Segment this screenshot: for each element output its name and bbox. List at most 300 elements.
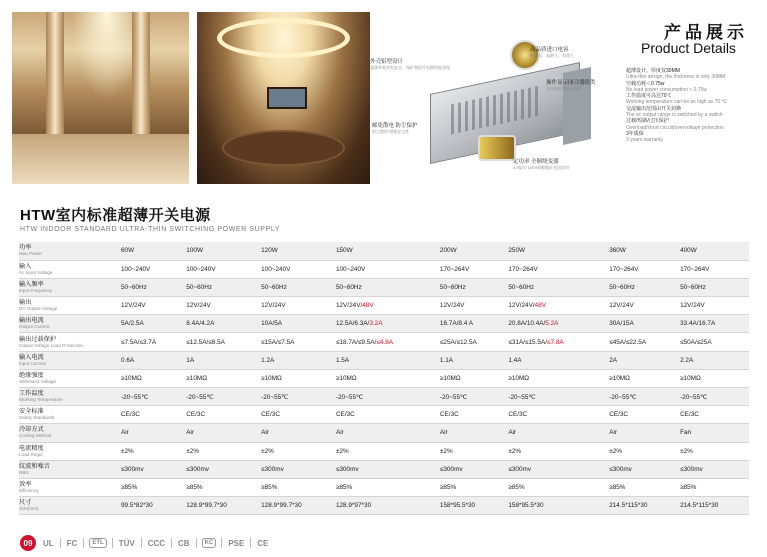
spec-cell [678, 260, 749, 278]
spec-value: ±2% [186, 447, 200, 455]
row-label-cn: 绝缘强度 [19, 371, 44, 379]
row-label-cn: 冷却方式 [19, 426, 44, 434]
spec-cell [259, 333, 334, 351]
spec-value: Air [439, 429, 448, 437]
spec-cell [184, 333, 259, 351]
spec-cell [184, 442, 259, 460]
spec-value: ≤12.5A/≤6.5A [186, 338, 225, 346]
spec-value: ±2% [609, 447, 622, 455]
spec-cell [607, 260, 678, 278]
spec-cell [259, 388, 334, 406]
spec-value: ≤31A/≤15.5A/ [508, 338, 547, 346]
spec-cell [334, 242, 438, 260]
table-row [19, 424, 749, 442]
spec-value: ≥10MΩ [609, 374, 630, 382]
spec-value: ≤15A/≤7.5A [261, 338, 295, 346]
spec-cell [678, 297, 749, 315]
spec-value: -20~55℃ [439, 393, 468, 401]
spec-value: 12V/24V [261, 302, 286, 310]
spec-value: CE/3C [261, 411, 280, 419]
row-label-en: Output Current [19, 324, 50, 330]
feature-cn: 3年质保 [626, 130, 644, 137]
spec-cell [184, 297, 259, 315]
spec-cell [259, 369, 334, 387]
spec-cell [334, 278, 438, 296]
spec-value: 30A/15A [609, 320, 634, 328]
spec-cell [607, 242, 678, 260]
spec-value: ≥10MΩ [335, 374, 357, 382]
spec-value: ≤300mv [439, 465, 463, 473]
callout: 邮免散电 防尘保护 防尘散热 增强安全性 [372, 123, 418, 134]
spec-value: 200W [439, 247, 457, 255]
spec-cell [678, 460, 749, 478]
spec-value: 50~60Hz [121, 283, 147, 291]
spec-value: ≥10MΩ [261, 374, 282, 382]
spec-cell [334, 388, 438, 406]
table-row [19, 369, 749, 387]
row-label-en: Max.Power [19, 251, 42, 257]
spec-value: 12V/24V/ [335, 302, 363, 310]
spec-cell [506, 351, 607, 369]
feature-en: Working temperature can be as high as 70 ℃ [626, 99, 728, 106]
spec-cell [438, 369, 506, 387]
spec-value: ±2% [508, 447, 522, 455]
spec-cell [119, 369, 184, 387]
spec-value: CE/3C [335, 411, 355, 419]
feature-en: Overload/short circuit/overvoltage protection [626, 124, 724, 131]
spec-value: ≥85% [335, 484, 353, 492]
spec-value: 5A/2.5A [121, 320, 144, 328]
spec-value: ≤300mv [609, 465, 632, 473]
spec-cell [506, 388, 607, 406]
spec-cell [184, 406, 259, 424]
table-row [19, 260, 749, 278]
spec-cell [607, 497, 678, 515]
spec-cell [607, 406, 678, 424]
spec-cell [184, 478, 259, 496]
spec-value: -20~55℃ [680, 393, 708, 401]
spec-value: ≤300mv [508, 465, 532, 473]
row-label-cn: 功率 [19, 244, 32, 252]
spec-value: 50~60Hz [680, 283, 706, 291]
row-label [19, 260, 119, 278]
spec-value: 12.5A/6.3A/ [335, 320, 370, 328]
table-row [19, 351, 749, 369]
spec-cell [119, 460, 184, 478]
hotel-lobby-photo [12, 12, 189, 184]
spec-value: 10A/5A [261, 320, 283, 328]
spec-cell [184, 369, 259, 387]
terminal-block [563, 67, 591, 145]
spec-value: ≥85% [186, 484, 203, 492]
spec-cell [678, 242, 749, 260]
spec-cell [184, 278, 259, 296]
spec-cell [678, 333, 749, 351]
spec-value: 12V/24V [186, 302, 211, 310]
product-title-cn: HTW室内标准超薄开关电源 [20, 207, 211, 224]
spec-cell [678, 497, 749, 515]
row-label-en: Cooling Method [19, 433, 52, 439]
spec-value: ±2% [439, 447, 453, 455]
row-label [19, 369, 119, 387]
spec-value-highlight: 5.2A [545, 320, 559, 328]
divider [112, 538, 113, 548]
divider [221, 538, 222, 548]
table-row [19, 497, 749, 515]
spec-cell [438, 478, 506, 496]
spec-cell [259, 442, 334, 460]
row-label-cn: 纹波和噪音 [19, 462, 50, 470]
table-row [19, 442, 749, 460]
spec-value: 100~240V [121, 265, 151, 273]
vent-grille [451, 85, 541, 134]
row-label-en: Size(mm) [19, 506, 39, 512]
spec-cell [184, 460, 259, 478]
row-label-en: Efficiency [19, 488, 39, 494]
row-label-en: Input Current [19, 360, 46, 366]
divider [196, 538, 197, 548]
cert-logo: PSE [228, 538, 245, 548]
spec-value: 2.2A [680, 356, 694, 364]
spec-cell [259, 406, 334, 424]
row-label [19, 388, 119, 406]
spec-value: 150W [335, 247, 353, 255]
spec-value: 170~264V [609, 265, 639, 273]
row-label-en: Input Frequency [19, 287, 53, 293]
spec-value: 100W [186, 247, 203, 255]
spec-cell [506, 406, 607, 424]
spec-cell [506, 478, 607, 496]
cert-logo: FC [66, 538, 78, 548]
row-label [19, 442, 119, 460]
spec-value: 12V/24V [121, 302, 146, 310]
row-label-cn: 电流精度 [19, 444, 44, 452]
product-title-en: HTW INDOOR STANDARD ULTRA-THIN SWITCHING POWER SUPPLY [20, 226, 281, 233]
row-label-en: Working Temperature [19, 397, 63, 403]
spec-value: -20~55℃ [508, 393, 536, 401]
spec-cell [334, 315, 438, 333]
spec-value: 100~240V [186, 265, 216, 273]
spec-cell [119, 260, 184, 278]
spec-cell [259, 424, 334, 442]
spec-value: 360W [609, 247, 626, 255]
table-row [19, 460, 749, 478]
spec-cell [678, 278, 749, 296]
spec-cell [334, 442, 438, 460]
spec-cell [119, 424, 184, 442]
spec-value-highlight: 3.2A [369, 320, 383, 328]
spec-value: ±2% [261, 447, 274, 455]
cert-logo: KC [202, 538, 217, 548]
spec-cell [438, 497, 506, 515]
spec-value: Air [261, 429, 269, 437]
spec-cell [119, 478, 184, 496]
row-label [19, 478, 119, 496]
spec-value: 1.4A [508, 356, 522, 364]
spec-cell [119, 278, 184, 296]
spec-value: 170~264V [439, 265, 470, 273]
row-label-cn: 输出 [19, 299, 32, 307]
feature-en: The ac output range is switched by a switch [626, 112, 723, 119]
spec-value: ≥85% [609, 484, 626, 492]
spec-cell [334, 351, 438, 369]
row-label-cn: 输出电流 [19, 317, 44, 325]
spec-value-highlight: 48V [362, 302, 374, 310]
spec-value: 170~264V [508, 265, 538, 273]
spec-cell [438, 242, 506, 260]
conference-table [222, 130, 345, 166]
spec-cell [438, 278, 506, 296]
spec-cell [438, 260, 506, 278]
spec-cell [438, 297, 506, 315]
feature-en: 3 years warranty [626, 137, 663, 144]
spec-value: ≤300mv [261, 465, 284, 473]
row-label-cn: 尺寸 [19, 499, 32, 507]
spec-cell [119, 297, 184, 315]
table-row [19, 333, 749, 351]
callout: 外壳铝型设计 超薄外观省电安全，保护和提升电路性能表现 [370, 59, 450, 70]
spec-cell [259, 460, 334, 478]
spec-cell [438, 406, 506, 424]
spec-cell [607, 278, 678, 296]
spec-value: Air [609, 429, 617, 437]
spec-value: ≤25A/≤12.5A [439, 338, 477, 346]
divider [83, 538, 84, 548]
spec-value: 120W [261, 247, 278, 255]
spec-cell [334, 369, 438, 387]
spec-value: ≤300mv [335, 465, 359, 473]
spec-cell [334, 478, 438, 496]
spec-cell [259, 497, 334, 515]
row-label [19, 351, 119, 369]
spec-cell [506, 369, 607, 387]
spec-value: 33.4A/16.7A [680, 320, 716, 328]
spec-value: ≥85% [680, 484, 697, 492]
table-row [19, 478, 749, 496]
row-label-en: Safety Standards [19, 415, 55, 421]
feature-en: Ultra-thin design, the thickness is only 30MM [626, 74, 726, 81]
spec-cell [259, 242, 334, 260]
divider [60, 538, 61, 548]
section-heading-en: Product Details [641, 40, 736, 56]
cert-logo: CE [257, 538, 269, 548]
cert-logo: TÜV [118, 538, 135, 548]
spec-value: Air [508, 429, 517, 437]
spec-value: ≥85% [439, 484, 457, 492]
row-label-cn: 输入电流 [19, 353, 44, 361]
callout: 定功率 全铜绕变器 4.5倍功 100%调整输出电流良好 [513, 159, 570, 170]
spec-value: ≥10MΩ [186, 374, 207, 382]
spec-value: CE/3C [508, 411, 528, 419]
spec-value: 12V/24V/ [508, 302, 535, 310]
spec-value: 50~60Hz [335, 283, 362, 291]
spec-value: ±2% [680, 447, 693, 455]
spec-value: ≤300mv [121, 465, 144, 473]
spec-table [19, 242, 749, 515]
spec-value: 12V/24V [609, 302, 634, 310]
spec-value: ≥85% [261, 484, 278, 492]
spec-cell [438, 315, 506, 333]
spec-cell [607, 369, 678, 387]
table-row [19, 278, 749, 296]
spec-value: ≤50A/≤25A [680, 338, 712, 346]
spec-cell [184, 424, 259, 442]
spec-cell [438, 460, 506, 478]
spec-cell [259, 260, 334, 278]
spec-value: 0.6A [121, 356, 135, 364]
spec-cell [607, 315, 678, 333]
spec-value: ≤45A/≤22.5A [609, 338, 647, 346]
cert-logo: CB [178, 538, 190, 548]
spec-value: -20~55℃ [186, 393, 214, 401]
spec-cell [259, 278, 334, 296]
spec-cell [184, 242, 259, 260]
spec-value: CE/3C [121, 411, 140, 419]
spec-cell [119, 497, 184, 515]
spec-value: 50~60Hz [439, 283, 466, 291]
spec-value: ≥85% [508, 484, 525, 492]
row-label-cn: 安全标准 [19, 408, 44, 416]
spec-cell [184, 351, 259, 369]
feature-cn: 交流输出范围由开关切换 [626, 105, 682, 112]
row-label [19, 497, 119, 515]
spec-cell [678, 351, 749, 369]
spec-cell [334, 460, 438, 478]
spec-cell [438, 388, 506, 406]
spec-value: ≤300mv [680, 465, 703, 473]
spec-cell [259, 315, 334, 333]
spec-cell [438, 442, 506, 460]
spec-value: ≥85% [121, 484, 138, 492]
table-row [19, 388, 749, 406]
spec-value: 12V/24V [439, 302, 465, 310]
spec-value: -20~55℃ [335, 393, 364, 401]
spec-cell [678, 406, 749, 424]
spec-cell [506, 442, 607, 460]
wall-screen [267, 87, 307, 109]
row-label-cn: 工作温度 [19, 390, 44, 398]
spec-cell [506, 333, 607, 351]
spec-value: -20~55℃ [609, 393, 637, 401]
spec-cell [506, 460, 607, 478]
spec-cell [607, 478, 678, 496]
spec-value: 50~60Hz [186, 283, 213, 291]
spec-cell [506, 242, 607, 260]
row-label-cn: 输入频率 [19, 280, 44, 288]
table-row [19, 315, 749, 333]
spec-value: 128.9*97*30 [335, 502, 372, 510]
spec-value-highlight: ≤4.8A [376, 338, 394, 346]
spec-value: 250W [508, 247, 526, 255]
spec-cell [334, 497, 438, 515]
spec-value: 1.2A [261, 356, 275, 364]
spec-value-highlight: ≤7.8A [546, 338, 564, 346]
spec-cell [607, 442, 678, 460]
spec-cell [678, 315, 749, 333]
spec-cell [506, 315, 607, 333]
spec-cell [334, 260, 438, 278]
row-label [19, 333, 119, 351]
spec-value: ≥10MΩ [121, 374, 142, 382]
divider [171, 538, 172, 548]
spec-value: 1A [186, 356, 195, 364]
spec-cell [119, 351, 184, 369]
spec-value: Air [335, 429, 344, 437]
certification-logos [42, 538, 269, 548]
spec-value: 128.9*99.7*30 [186, 502, 227, 510]
spec-cell [334, 406, 438, 424]
spec-value: 214.5*115*30 [680, 502, 719, 510]
row-label [19, 406, 119, 424]
spec-value: 50~60Hz [261, 283, 287, 291]
spec-cell [678, 424, 749, 442]
lobby-floor [12, 134, 189, 184]
spec-value-highlight: 48V [534, 302, 547, 310]
spec-cell [119, 442, 184, 460]
spec-cell [607, 460, 678, 478]
spec-cell [184, 497, 259, 515]
spec-cell [259, 478, 334, 496]
feature-en: No load power consumption < 0.75w [626, 86, 708, 93]
spec-value: 214.5*115*30 [609, 502, 648, 510]
spec-cell [678, 442, 749, 460]
spec-value: CE/3C [186, 411, 206, 419]
spec-value: 1.1A [439, 356, 454, 364]
spec-cell [506, 424, 607, 442]
spec-value: 100~240V [335, 265, 366, 273]
divider [250, 538, 251, 548]
page-number: 09 [20, 535, 36, 551]
spec-cell [438, 333, 506, 351]
lit-ceiling-ring [217, 18, 350, 58]
spec-value: 50~60Hz [609, 283, 635, 291]
row-label-en: DC Output Voltage [19, 306, 58, 312]
table-row [19, 406, 749, 424]
spec-cell [184, 260, 259, 278]
spec-cell [506, 297, 607, 315]
row-label-cn: 效率 [19, 481, 32, 489]
spec-value: ≥10MΩ [680, 374, 701, 382]
spec-value: -20~55℃ [261, 393, 289, 401]
spec-value: ±2% [121, 447, 134, 455]
row-label [19, 315, 119, 333]
spec-cell [607, 388, 678, 406]
spec-cell [119, 315, 184, 333]
spec-cell [184, 315, 259, 333]
spec-cell [119, 406, 184, 424]
spec-value: 1.5A [335, 356, 350, 364]
table-row [19, 242, 749, 260]
power-supply-illustration [370, 40, 623, 180]
spec-value: 12V/24V [680, 302, 705, 310]
spec-cell [119, 242, 184, 260]
spec-value: 99.5*82*30 [121, 502, 153, 510]
row-label [19, 242, 119, 260]
spec-value: 128.9*99.7*30 [261, 502, 302, 510]
spec-cell [119, 333, 184, 351]
spec-cell [334, 424, 438, 442]
spec-value: 60W [121, 247, 135, 255]
spec-value: CE/3C [439, 411, 459, 419]
spec-cell [506, 278, 607, 296]
spec-cell [607, 351, 678, 369]
feature-cn: 工作温度可高达70℃ [626, 93, 672, 100]
spec-cell [607, 424, 678, 442]
spec-value: 170~264V [680, 265, 710, 273]
callout: 高品质进口电容 低高压，高耐久，寿命久 [530, 47, 574, 58]
row-label [19, 297, 119, 315]
spec-value: CE/3C [680, 411, 699, 419]
